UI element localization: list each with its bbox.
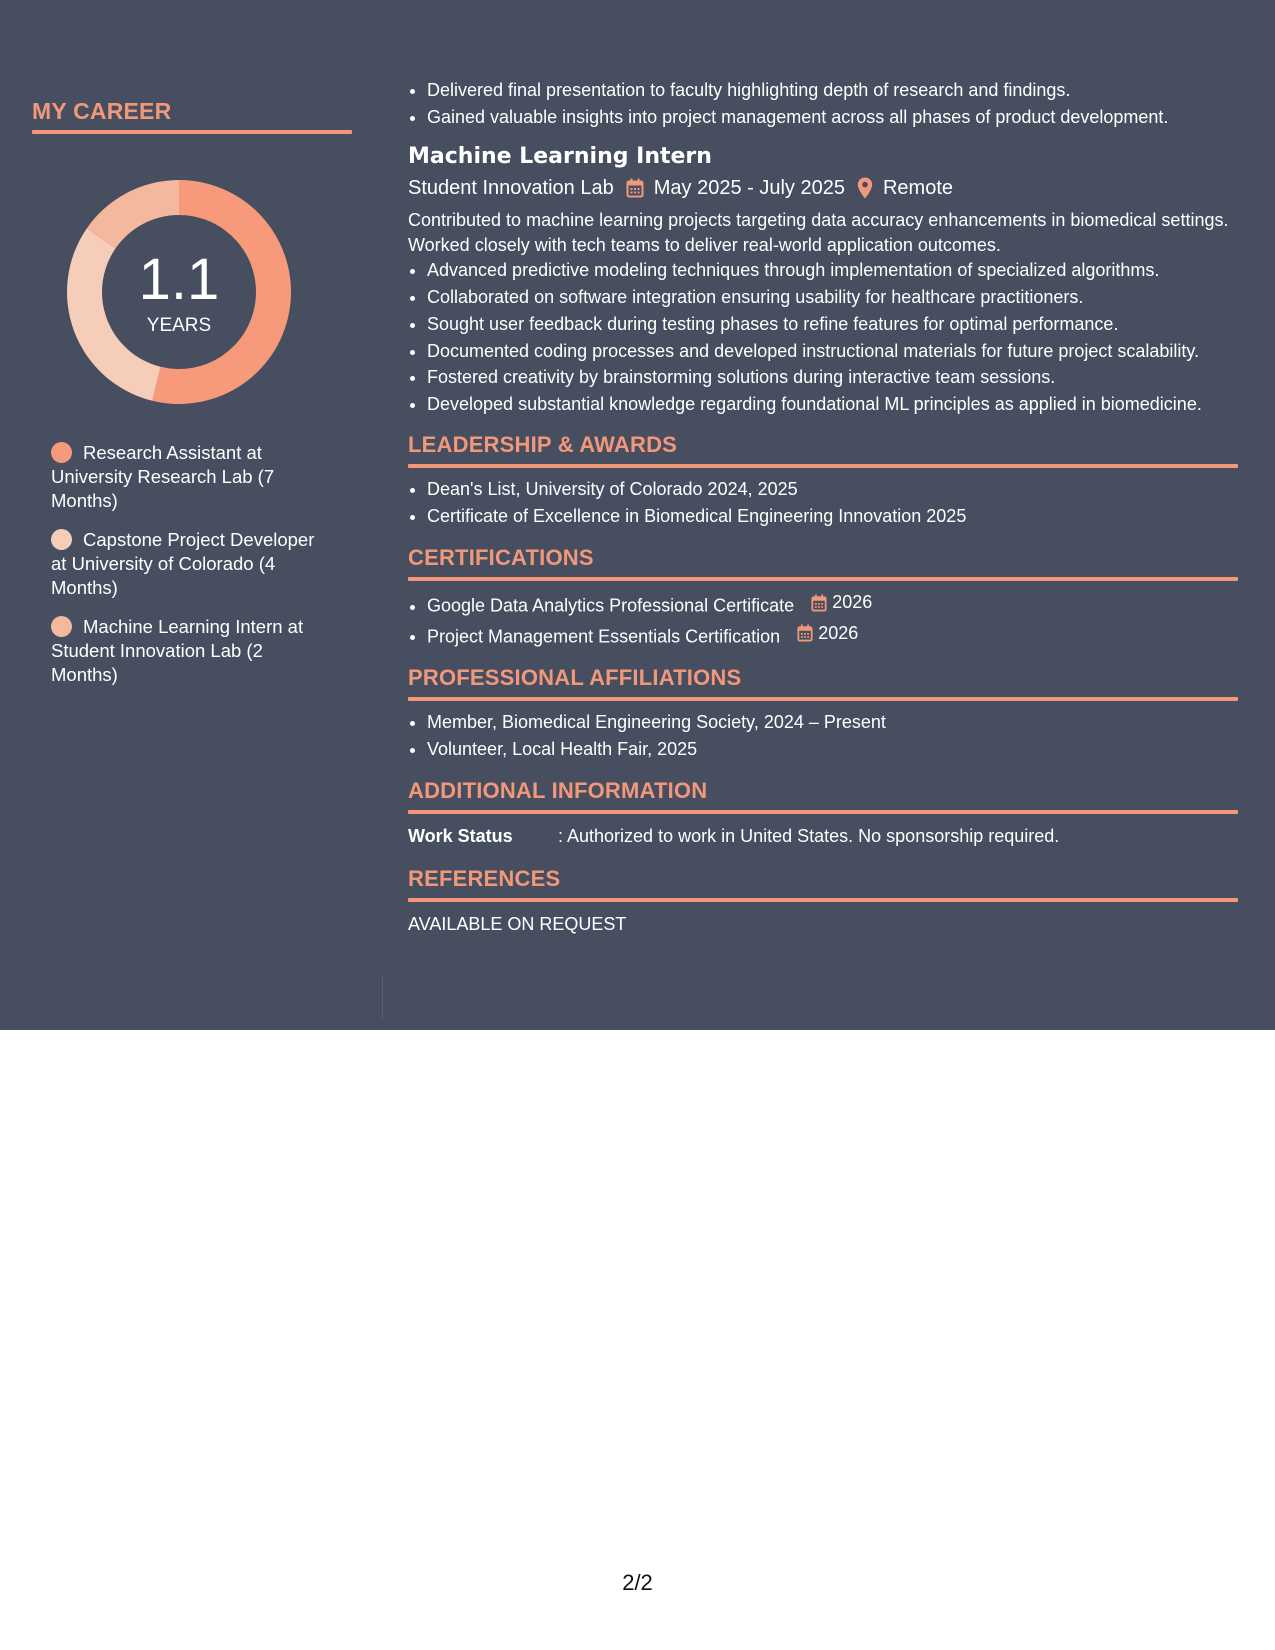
calendar-icon — [811, 594, 827, 612]
leadership-heading: LEADERSHIP & AWARDS — [408, 432, 678, 457]
legend-item — [51, 615, 321, 687]
career-donut-chart — [66, 179, 292, 405]
column-divider — [382, 976, 383, 1020]
section-rule — [408, 810, 1238, 814]
affiliations-heading: PROFESSIONAL AFFILIATIONS — [408, 665, 742, 690]
certification-year: 2026 — [818, 622, 859, 643]
legend-label: Research Assistant at University Research Lab (7 Months) — [51, 442, 275, 511]
work-status-value: : Authorized to work in United States. No sponsorship required. — [558, 826, 1060, 846]
donut-unit-label: YEARS — [146, 315, 212, 336]
job-dates: May 2025 - July 2025 — [653, 177, 845, 199]
list-item: • Developed substantial knowledge regarding foundational ML principles as applied in biomedicine. — [427, 392, 1238, 416]
career-sidebar — [32, 98, 352, 702]
donut-total-value: 1.1 — [138, 247, 220, 312]
calendar-icon — [797, 624, 813, 642]
list-item: • Gained valuable insights into project management across all phases of product development. — [427, 105, 1238, 130]
additional-info-heading: ADDITIONAL INFORMATION — [408, 778, 708, 803]
legend-item — [51, 441, 321, 513]
list-item: • Documented coding processes and developed instructional materials for future project scalability. — [427, 339, 1238, 363]
certification-item — [427, 621, 1238, 650]
section-rule — [408, 464, 1238, 468]
job-meta — [408, 174, 1238, 202]
list-item: • Advanced predictive modeling techniques through implementation of specialized algorithms. — [427, 258, 1238, 283]
affiliations-section — [408, 664, 1238, 762]
additional-info-section — [408, 777, 1238, 850]
certifications-section — [408, 544, 1238, 649]
legend-label: Machine Learning Intern at Student Innovation Lab (2 Months) — [51, 616, 304, 685]
references-text: AVAILABLE ON REQUEST — [408, 914, 627, 934]
career-heading: MY CAREER — [32, 98, 172, 124]
job-company: Student Innovation Lab — [408, 177, 614, 199]
legend-dot — [51, 529, 72, 550]
list-item: • Member, Biomedical Engineering Society, 2024 – Present — [427, 710, 1238, 735]
references-section — [408, 865, 1238, 938]
certification-name: Project Management Essentials Certification — [427, 626, 781, 646]
section-rule — [408, 577, 1238, 581]
list-item: • Delivered final presentation to faculty highlighting depth of research and findings. — [427, 78, 1238, 103]
calendar-icon — [626, 178, 644, 198]
list-item: • Fostered creativity by brainstorming solutions during interactive team sessions. — [427, 365, 1238, 390]
references-heading: REFERENCES — [408, 866, 561, 891]
page-number: 2/2 — [622, 1570, 653, 1595]
certification-item — [427, 590, 1238, 619]
list-item: • Sought user feedback during testing phases to refine features for optimal performance. — [427, 312, 1238, 337]
map-pin-icon — [857, 177, 873, 199]
previous-job-bullets — [408, 78, 1238, 130]
certification-name: Google Data Analytics Professional Certificate — [427, 595, 795, 616]
career-heading-rule — [32, 130, 352, 134]
legend-item — [51, 528, 321, 600]
job-description: Contributed to machine learning projects targeting data accuracy enhancements in biomedical settings. Worked closely with tech teams to deliver real-world application outcomes. — [408, 210, 1229, 255]
section-rule — [408, 898, 1238, 902]
legend-dot — [51, 616, 72, 637]
job-location: Remote — [882, 177, 953, 199]
legend-dot — [51, 442, 72, 463]
job-bullets — [408, 258, 1238, 416]
job-title: Machine Learning Intern — [408, 144, 712, 169]
list-item: • Certificate of Excellence in Biomedical Engineering Innovation 2025 — [427, 504, 1238, 529]
work-status-row — [408, 823, 1238, 850]
main-column — [408, 78, 1238, 938]
certifications-heading: CERTIFICATIONS — [408, 545, 594, 570]
work-status-label: Work Status — [408, 826, 513, 846]
list-item: • Collaborated on software integration ensuring usability for healthcare practitioners. — [427, 285, 1238, 310]
career-legend — [32, 441, 352, 687]
certification-year: 2026 — [832, 592, 873, 612]
list-item: • Dean's List, University of Colorado 2024, 2025 — [427, 477, 1238, 502]
section-rule — [408, 697, 1238, 701]
legend-label: Capstone Project Developer at University of Colorado (4 Months) — [51, 529, 315, 598]
leadership-section — [408, 431, 1238, 529]
list-item: • Volunteer, Local Health Fair, 2025 — [427, 737, 1238, 762]
